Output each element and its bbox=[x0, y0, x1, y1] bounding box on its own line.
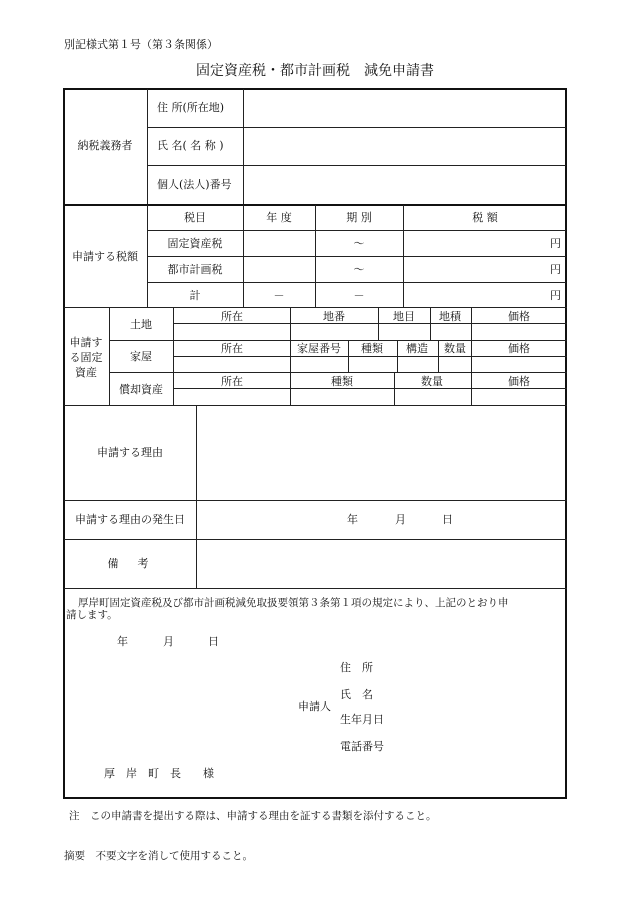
depreciable-col-price: 価格 bbox=[508, 375, 530, 388]
period-tilde: ～ bbox=[353, 263, 365, 276]
land-col-location: 所在 bbox=[221, 310, 243, 323]
house-col-structure: 構造 bbox=[406, 342, 428, 355]
house-col-house-number: 家屋番号 bbox=[297, 342, 341, 355]
land-col-lot-number: 地番 bbox=[323, 310, 345, 323]
divider bbox=[438, 340, 439, 372]
house-col-price: 価格 bbox=[508, 342, 530, 355]
divider bbox=[348, 340, 349, 372]
divider bbox=[147, 282, 566, 283]
asset-label-3: 資産 bbox=[75, 366, 97, 379]
divider bbox=[471, 372, 472, 405]
address-label: 住 所(所在地) bbox=[157, 101, 225, 114]
statement-line-2: 請します。 bbox=[66, 609, 118, 621]
address-field[interactable] bbox=[244, 90, 566, 126]
land-col-land-category: 地目 bbox=[393, 310, 415, 323]
divider bbox=[196, 501, 197, 539]
divider bbox=[147, 230, 566, 231]
id-number-label: 個人(法人)番号 bbox=[157, 178, 232, 191]
land-col-area: 地積 bbox=[439, 310, 461, 323]
remarks-label: 備 考 bbox=[107, 557, 153, 570]
house-label: 家屋 bbox=[130, 350, 152, 363]
section-divider bbox=[64, 500, 567, 501]
applicant-label: 申請人 bbox=[298, 700, 331, 713]
row-item-total: 計 bbox=[189, 289, 201, 302]
section-divider bbox=[64, 588, 567, 589]
form-number: 別記様式第１号（第３条関係） bbox=[64, 38, 218, 51]
divider bbox=[290, 372, 291, 405]
house-col-quantity: 数量 bbox=[444, 342, 466, 355]
applicant-phone-label: 電話番号 bbox=[340, 740, 384, 753]
divider bbox=[394, 372, 395, 405]
date-day-unit: 日 bbox=[442, 513, 453, 526]
yen-unit: 円 bbox=[550, 237, 561, 250]
depreciable-col-location: 所在 bbox=[221, 375, 243, 388]
depreciable-col-quantity: 数量 bbox=[421, 375, 443, 388]
divider bbox=[471, 308, 472, 340]
summary: 摘要 不要文字を消して使用すること。 bbox=[64, 850, 253, 862]
period-tilde: ～ bbox=[353, 237, 365, 250]
remarks-field[interactable] bbox=[197, 541, 566, 587]
divider bbox=[430, 308, 431, 340]
col-tax-item: 税目 bbox=[184, 211, 206, 224]
name-field[interactable] bbox=[244, 128, 566, 164]
divider bbox=[109, 308, 110, 405]
reason-label: 申請する理由 bbox=[97, 446, 163, 459]
row-item-city-planning-tax: 都市計画税 bbox=[167, 263, 223, 276]
note: 注 この申請書を提出する際は、申請する理由を証する書類を添付すること。 bbox=[69, 810, 437, 822]
id-number-field[interactable] bbox=[244, 166, 566, 203]
apply-year-unit: 年 bbox=[117, 635, 128, 648]
section-divider bbox=[64, 307, 567, 308]
divider bbox=[147, 89, 148, 204]
tax-amount-label: 申請する税額 bbox=[72, 250, 138, 263]
divider bbox=[471, 340, 472, 372]
divider bbox=[173, 323, 567, 324]
land-label: 土地 bbox=[130, 318, 152, 331]
divider bbox=[290, 308, 291, 340]
divider bbox=[147, 256, 566, 257]
divider bbox=[109, 372, 567, 373]
divider bbox=[109, 340, 567, 341]
apply-day-unit: 日 bbox=[208, 635, 219, 648]
applicant-birthdate-label: 生年月日 bbox=[340, 713, 384, 726]
divider bbox=[173, 388, 567, 389]
applicant-name-label: 氏 名 bbox=[340, 688, 373, 701]
taxpayer-label: 納税義務者 bbox=[77, 139, 133, 152]
page-title: 固定資産税・都市計画税 減免申請書 bbox=[196, 63, 434, 79]
col-year: 年 度 bbox=[266, 211, 292, 224]
addressee: 厚 岸 町 長 様 bbox=[104, 767, 214, 780]
reason-date-label: 申請する理由の発生日 bbox=[75, 513, 185, 526]
section-divider bbox=[64, 539, 567, 540]
asset-label-1: 申請す bbox=[69, 336, 103, 349]
depreciable-asset-label: 償却資産 bbox=[119, 383, 163, 396]
col-period: 期 別 bbox=[346, 211, 372, 224]
reason-field[interactable] bbox=[197, 407, 566, 499]
divider bbox=[397, 340, 398, 372]
land-col-price: 価格 bbox=[508, 310, 530, 323]
statement-line-1: 厚岸町固定資産税及び都市計画税減免取扱要領第３条第１項の規定により、上記のとおり申 bbox=[78, 597, 509, 609]
house-col-location: 所在 bbox=[221, 342, 243, 355]
apply-month-unit: 月 bbox=[163, 635, 174, 648]
applicant-address-label: 住 所 bbox=[340, 661, 373, 674]
name-label: 氏 名( 名 称 ) bbox=[157, 139, 224, 152]
date-year-unit: 年 bbox=[347, 513, 358, 526]
divider bbox=[378, 308, 379, 340]
dash: － bbox=[353, 289, 365, 302]
house-col-type: 種類 bbox=[361, 342, 383, 355]
col-amount: 税 額 bbox=[472, 211, 498, 224]
asset-label-2: る固定 bbox=[69, 351, 103, 364]
divider bbox=[290, 340, 291, 372]
section-divider bbox=[64, 405, 567, 406]
yen-unit: 円 bbox=[550, 289, 561, 302]
row-item-fixed-asset-tax: 固定資産税 bbox=[167, 237, 223, 250]
yen-unit: 円 bbox=[550, 263, 561, 276]
divider bbox=[173, 356, 567, 357]
date-month-unit: 月 bbox=[395, 513, 406, 526]
depreciable-col-type: 種類 bbox=[331, 375, 353, 388]
dash: － bbox=[273, 289, 285, 302]
